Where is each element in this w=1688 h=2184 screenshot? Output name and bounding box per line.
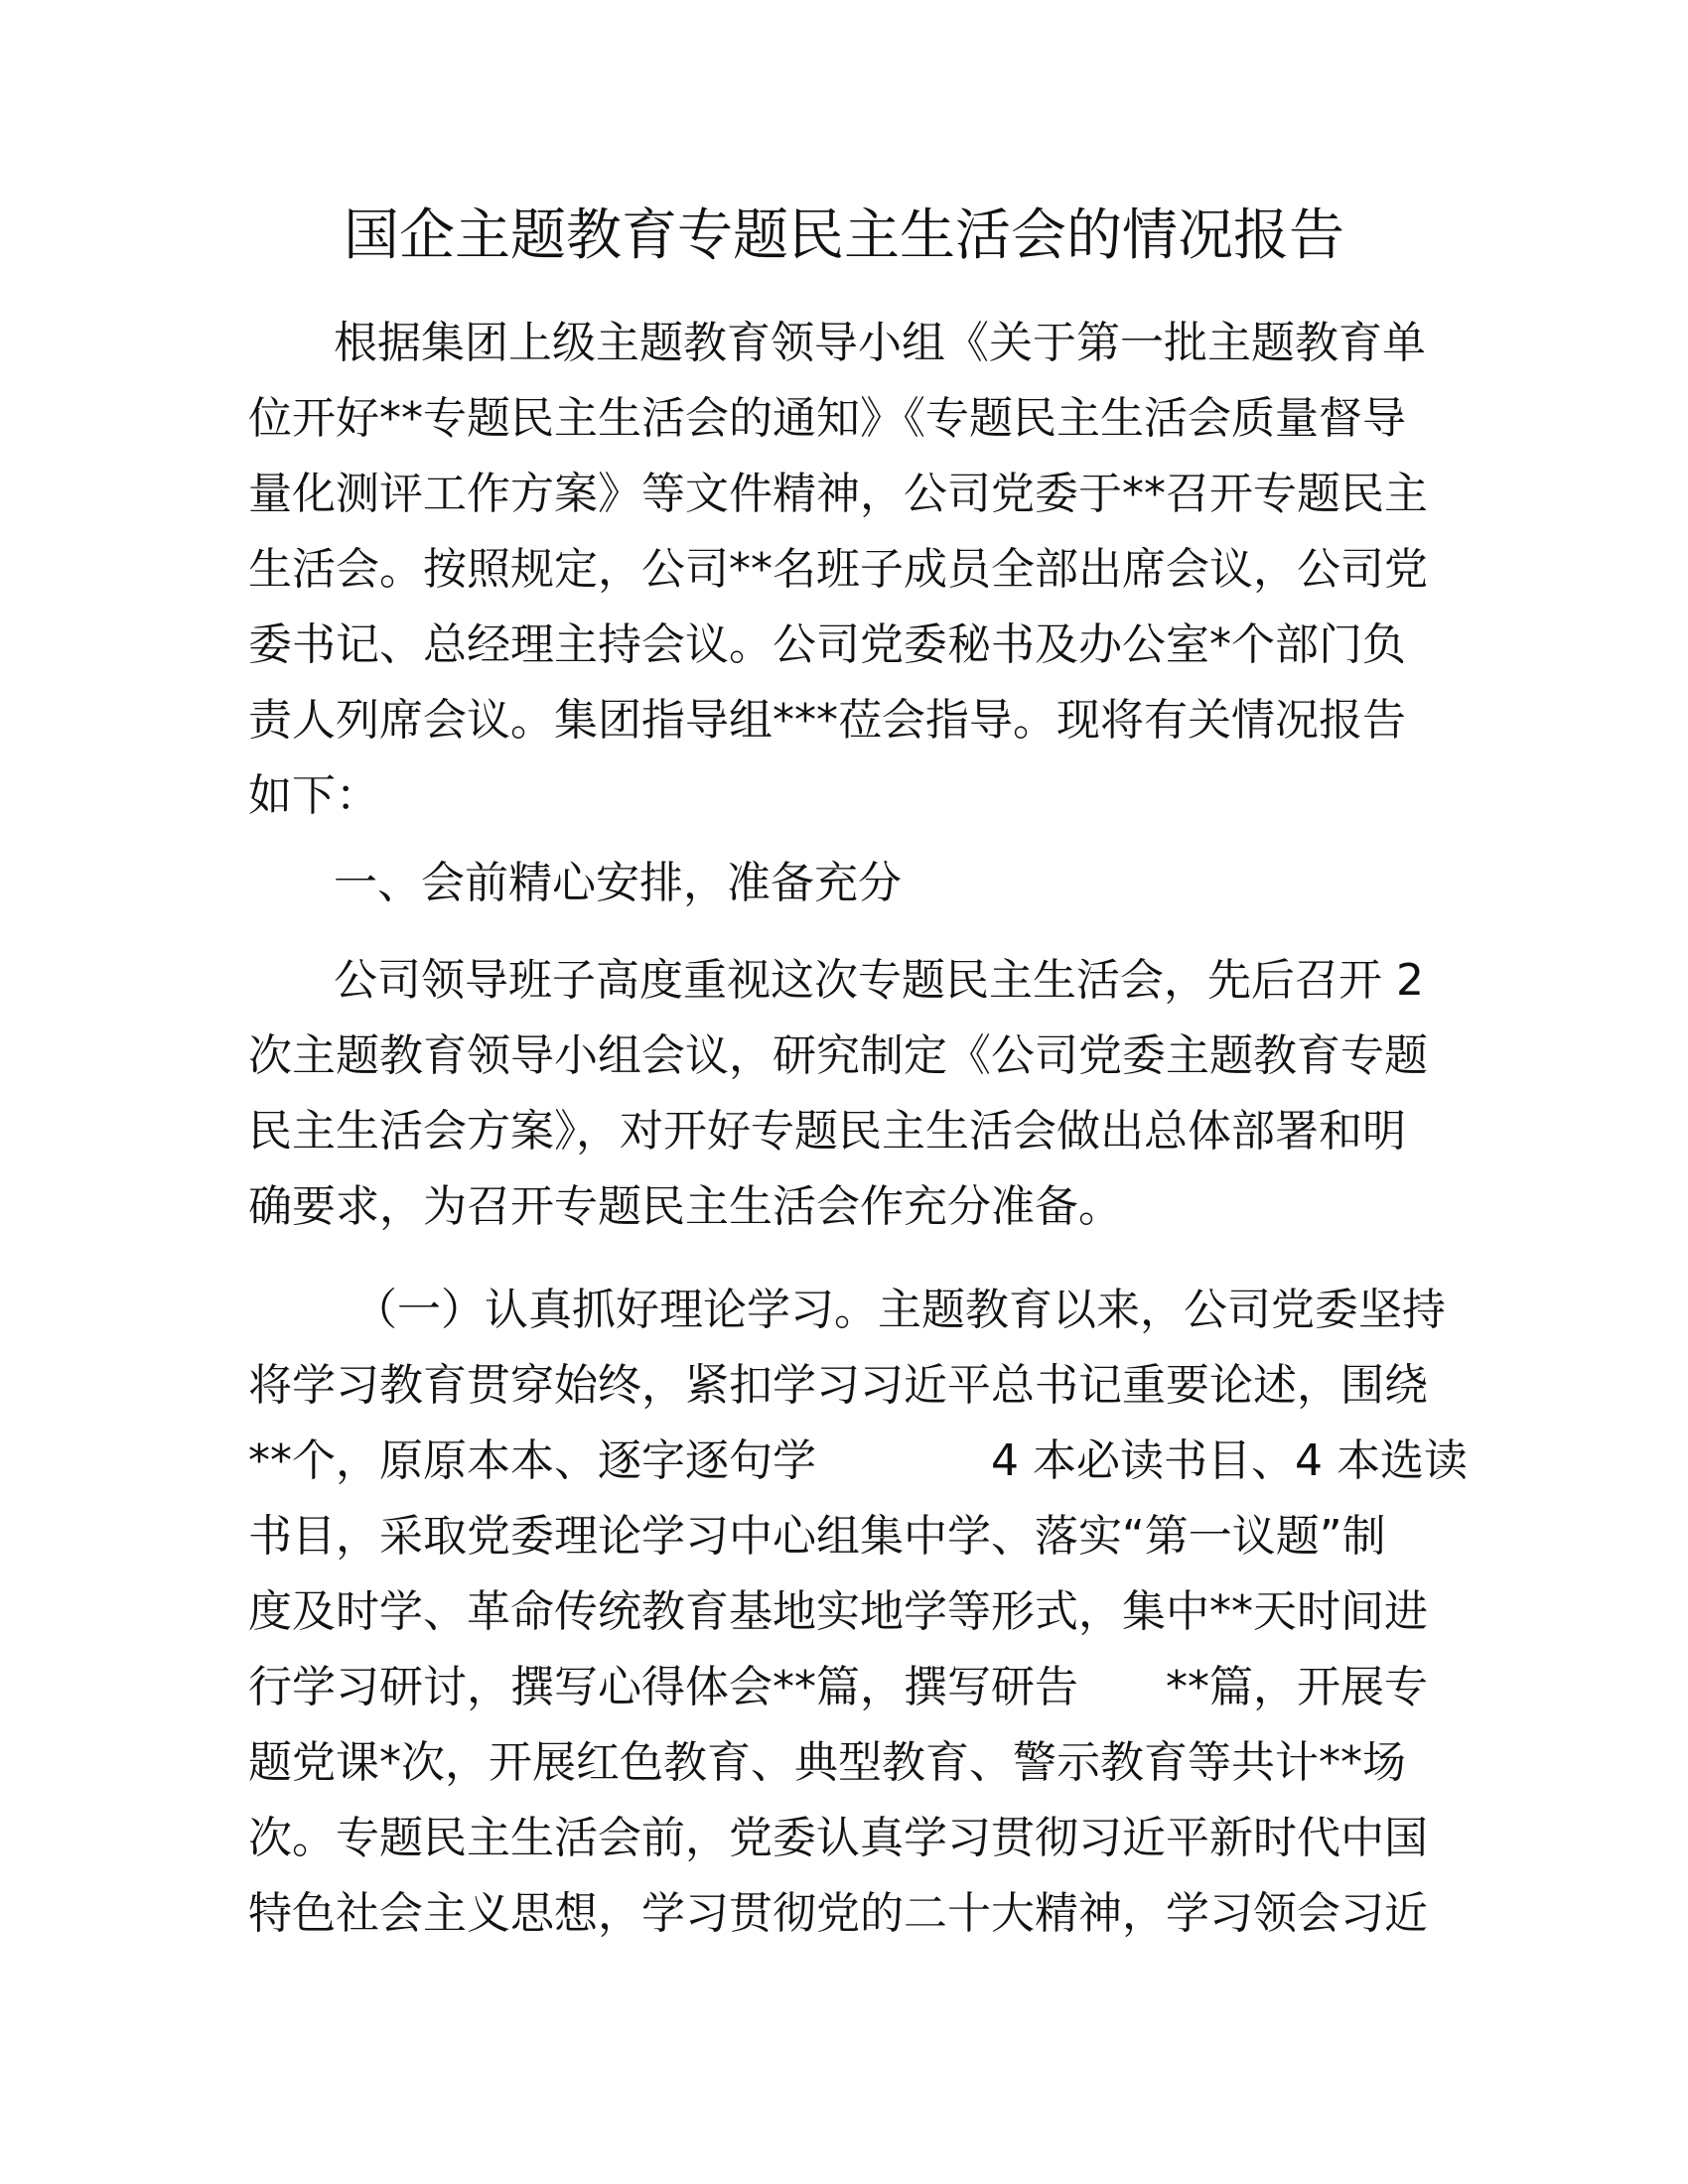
paragraph-2-line-2: 次主题教育领导小组会议，研究制定《公司党委主题教育专题 xyxy=(248,1030,1428,1081)
document-title: 国企主题教育专题民主生活会的情况报告 xyxy=(344,204,1344,268)
paragraph-1-line-3: 量化测评工作方案》等文件精神，公司党委于**召开专题民主 xyxy=(248,469,1428,519)
paragraph-2-line-4: 确要求，为召开专题民主生活会作充分准备。 xyxy=(248,1181,1122,1232)
paragraph-3-line-9: 特色社会主义思想，学习贯彻党的二十大精神，学习领会习近 xyxy=(248,1888,1428,1939)
paragraph-1-line-4: 生活会。按照规定，公司**名班子成员全部出席会议，公司党 xyxy=(248,544,1428,595)
paragraph-1-line-2: 位开好**专题民主生活会的通知》《专题民主生活会质量督导 xyxy=(248,393,1406,444)
section-heading-1: 一、会前精心安排，准备充分 xyxy=(334,858,902,908)
paragraph-3-line-3: **个，原原本本、逐字逐句学 4 本必读书目、4 本选读 xyxy=(248,1435,1468,1486)
paragraph-1-line-6: 责人列席会议。集团指导组***莅会指导。现将有关情况报告 xyxy=(248,695,1406,746)
paragraph-1-line-7: 如下： xyxy=(248,770,379,821)
paragraph-1-line-5: 委书记、总经理主持会议。公司党委秘书及办公室*个部门负 xyxy=(248,619,1406,670)
paragraph-3-line-2: 将学习教育贯穿始终，紧扣学习习近平总书记重要论述，围绕 xyxy=(248,1360,1428,1411)
paragraph-3-line-7: 题党课*次，开展红色教育、典型教育、警示教育等共计**场 xyxy=(248,1737,1406,1788)
paragraph-1-line-1: 根据集团上级主题教育领导小组《关于第一批主题教育单 xyxy=(334,318,1426,368)
paragraph-3-line-4: 书目，采取党委理论学习中心组集中学、落实“第一议题”制 xyxy=(248,1511,1386,1562)
paragraph-2-line-1: 公司领导班子高度重视这次专题民主生活会，先后召开 2 xyxy=(334,955,1424,1006)
paragraph-2-line-3: 民主生活会方案》，对开好专题民主生活会做出总体部署和明 xyxy=(248,1106,1406,1157)
paragraph-3-line-5: 度及时学、革命传统教育基地实地学等形式，集中**天时间进 xyxy=(248,1586,1428,1637)
paragraph-3-line-6: 行学习研讨，撰写心得体会**篇，撰写研告 **篇，开展专 xyxy=(248,1662,1428,1712)
paragraph-3-line-8: 次。专题民主生活会前，党委认真学习贯彻习近平新时代中国 xyxy=(248,1813,1428,1863)
paragraph-3-line-1: （一）认真抓好理论学习。主题教育以来，公司党委坚持 xyxy=(353,1285,1446,1335)
